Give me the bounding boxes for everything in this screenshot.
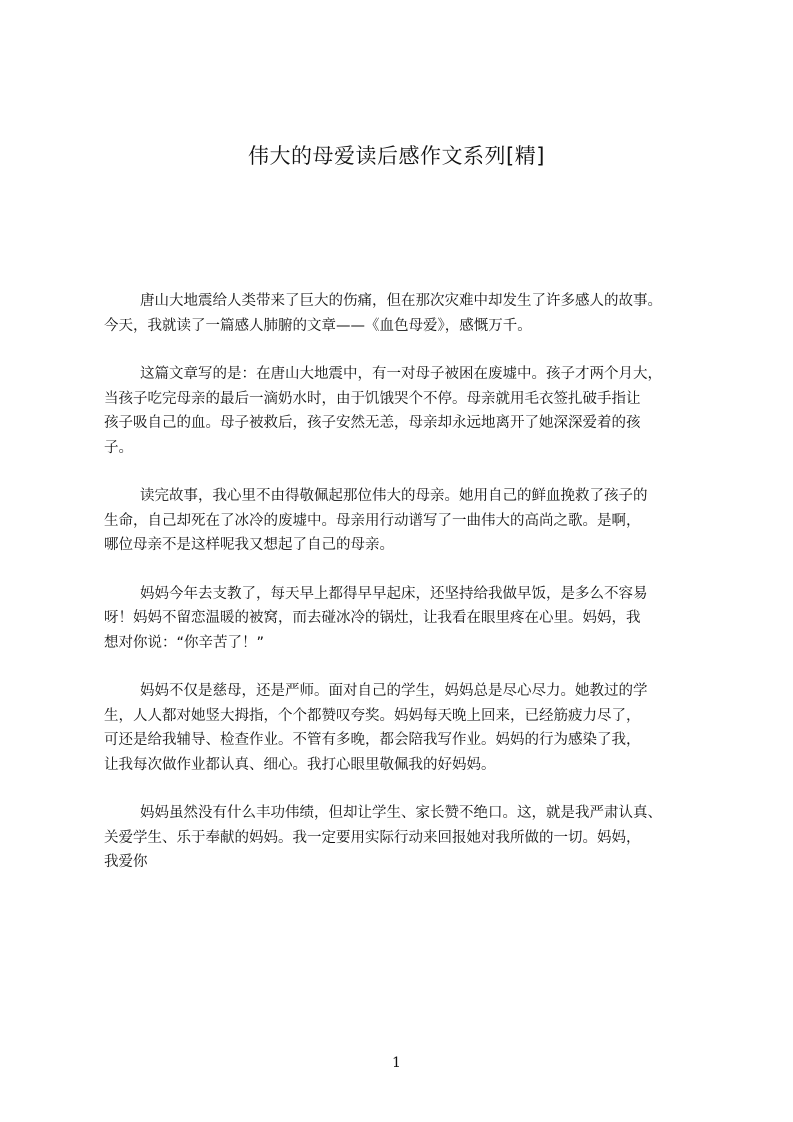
- paragraph-2: [104, 362, 724, 460]
- document-body: [104, 289, 724, 899]
- paragraph-line: 生，人人都对她竖大拇指，个个都赞叹夸奖。妈妈每天晚上回来，已经筋疲力尽了，: [104, 707, 641, 724]
- paragraph-line: 可还是给我辅导、检查作业。不管有多晚，都会陪我写作业。妈妈的行为感染了我，: [104, 732, 641, 748]
- paragraph-line: 呀！妈妈不留恋温暖的被窝，而去碰冰冷的锅灶，让我看在眼里疼在心里。妈妈，我: [104, 610, 641, 626]
- paragraph-line: 孩子吸自己的血。母子被救后，孩子安然无恙，母亲却永远地离开了她深深爱着的孩: [104, 415, 641, 431]
- paragraph-line: 今天，我就读了一篇感人肺腑的文章——《血色母爱》，感慨万千。: [104, 317, 532, 334]
- paragraph-3: [104, 484, 724, 558]
- paragraph-4: [104, 582, 724, 656]
- paragraph-line: 妈妈虽然没有什么丰功伟绩，但却让学生、家长赞不绝口。这，就是我严肃认真、: [140, 805, 662, 821]
- paragraph-line: 关爱学生、乐于奉献的妈妈。我一定要用实际行动来回报她对我所做的一切。妈妈，: [104, 829, 641, 846]
- paragraph-line: 让我每次做作业都认真、细心。我打心眼里敬佩我的好妈妈。: [104, 756, 496, 773]
- paragraph-5: [104, 679, 724, 777]
- document-title: 伟大的母爱读后感作文系列[精]: [248, 144, 545, 168]
- paragraph-1: [104, 289, 724, 338]
- paragraph-line: 读完故事，我心里不由得敬佩起那位伟大的母亲。她用自己的鲜血挽救了孩子的: [140, 488, 648, 504]
- paragraph-line: 妈妈不仅是慈母，还是严师。面对自己的学生，妈妈总是尽心尽力。她教过的学: [140, 683, 648, 699]
- page-number: 1: [392, 1055, 401, 1071]
- paragraph-6: [104, 801, 724, 875]
- paragraph-line: 哪位母亲不是这样呢我又想起了自己的母亲。: [104, 537, 394, 553]
- paragraph-line: 唐山大地震给人类带来了巨大的伤痛，但在那次灾难中却发生了许多感人的故事。: [140, 293, 662, 309]
- paragraph-line: 这篇文章写的是：在唐山大地震中，有一对母子被困在废墟中。孩子才两个月大，: [140, 366, 662, 382]
- paragraph-line: 子。: [104, 439, 133, 456]
- paragraph-line: 当孩子吃完母亲的最后一滴奶水时，由于饥饿哭个不停。母亲就用毛衣签扎破手指让: [104, 390, 641, 407]
- paragraph-line: 妈妈今年去支教了，每天早上都得早早起床，还坚持给我做早饭，是多么不容易: [140, 585, 648, 602]
- paragraph-line: 我爱你: [104, 854, 148, 870]
- paragraph-line: 生命，自己却死在了冰冷的废墟中。母亲用行动谱写了一曲伟大的高尚之歌。是啊，: [104, 512, 641, 529]
- paragraph-line: 想对你说：“你辛苦了！”: [104, 634, 265, 651]
